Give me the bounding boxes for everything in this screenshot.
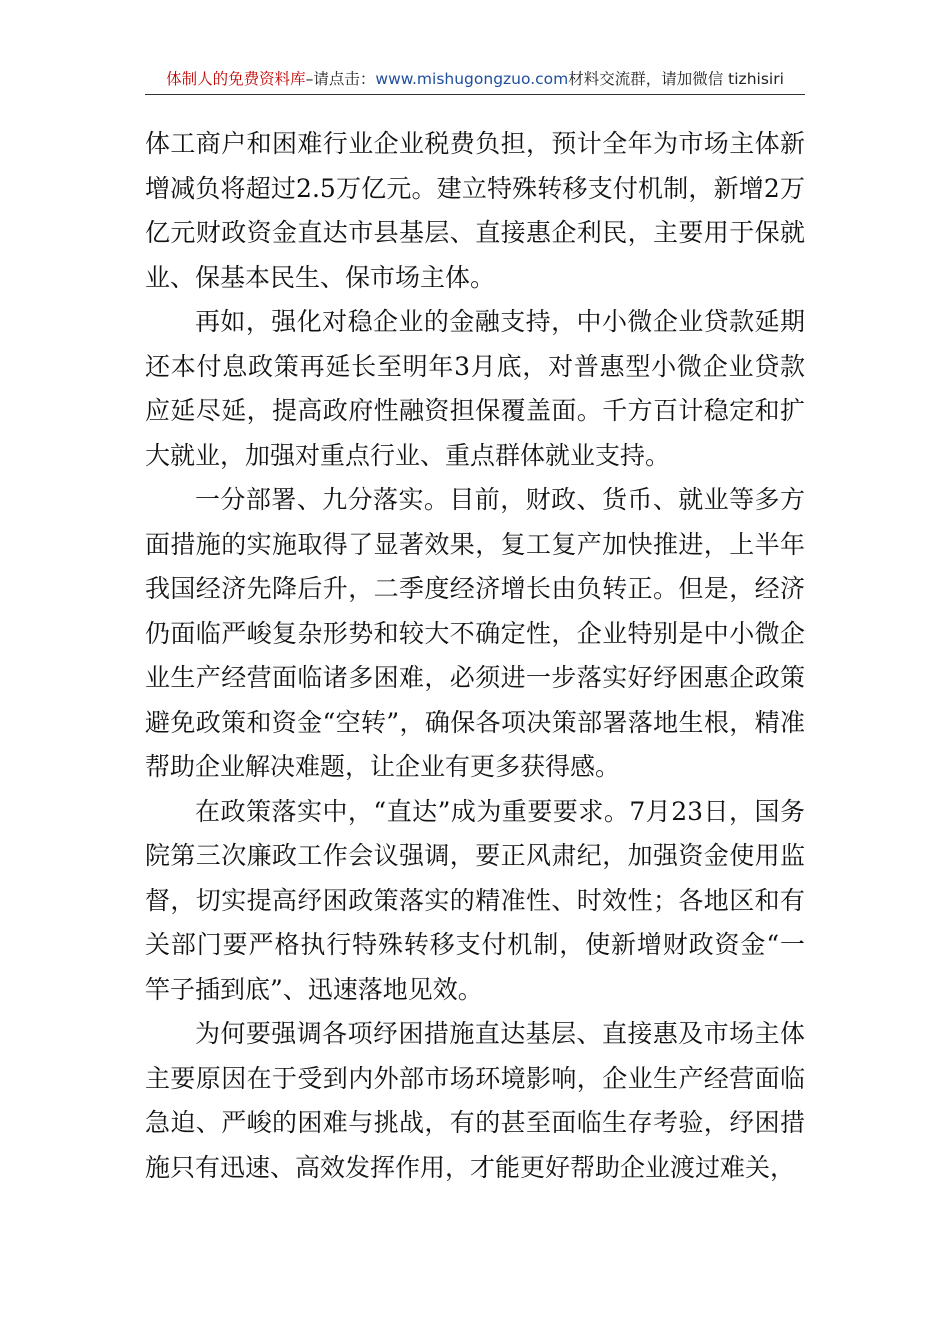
header-url-link[interactable]: www.mishugongzuo.com [375, 70, 569, 88]
paragraph-5: 为何要强调各项纾困措施直达基层、直接惠及市场主体主要原因在于受到内外部市场环境影响，企业生产经营面临急迫、严峻的困难与挑战，有的甚至面临生存考验，纾困措施只有迅速、高效发挥作用，才能更好帮助企业渡过难关， [145, 1019, 805, 1182]
header-click-prompt: –请点击： [305, 70, 376, 88]
page-header [145, 66, 805, 95]
paragraph-3: 一分部署、九分落实。目前，财政、货币、就业等多方面措施的实施取得了显著效果，复工复产加快推进，上半年我国经济先降后升，二季度经济增长由负转正。但是，经济仍面临严峻复杂形势和较大不确定性，企业特别是中小微企业生产经营面临诸多困难，必须进一步落实好纾困惠企政策避免政策和资金“空转”，确保各项决策部署落地生根，精准帮助企业解决难题，让企业有更多获得感。 [145, 485, 805, 781]
paragraph-1: 体工商户和困难行业企业税费负担，预计全年为市场主体新增减负将超过2.5万亿元。建立特殊转移支付机制，新增2万亿元财政资金直达市县基层、直接惠企利民，主要用于保就业、保基本民生、保市场主体。 [145, 129, 805, 292]
header-contact-text: 材料交流群，请加微信 tizhisiri [568, 70, 784, 88]
document-body [145, 122, 805, 1190]
paragraph-4: 在政策落实中，“直达”成为重要要求。7月23日，国务院第三次廉政工作会议强调，要正风肃纪，加强资金使用监督，切实提高纾困政策落实的精准性、时效性；各地区和有关部门要严格执行特殊转移支付机制，使新增财政资金“一竿子插到底”、迅速落地见效。 [145, 796, 805, 1004]
header-site-name: 体制人的免费资料库 [166, 70, 306, 88]
paragraph-2: 再如，强化对稳企业的金融支持，中小微企业贷款延期还本付息政策再延长至明年3月底，对普惠型小微企业贷款应延尽延，提高政府性融资担保覆盖面。千方百计稳定和扩大就业，加强对重点行业、重点群体就业支持。 [145, 307, 805, 470]
